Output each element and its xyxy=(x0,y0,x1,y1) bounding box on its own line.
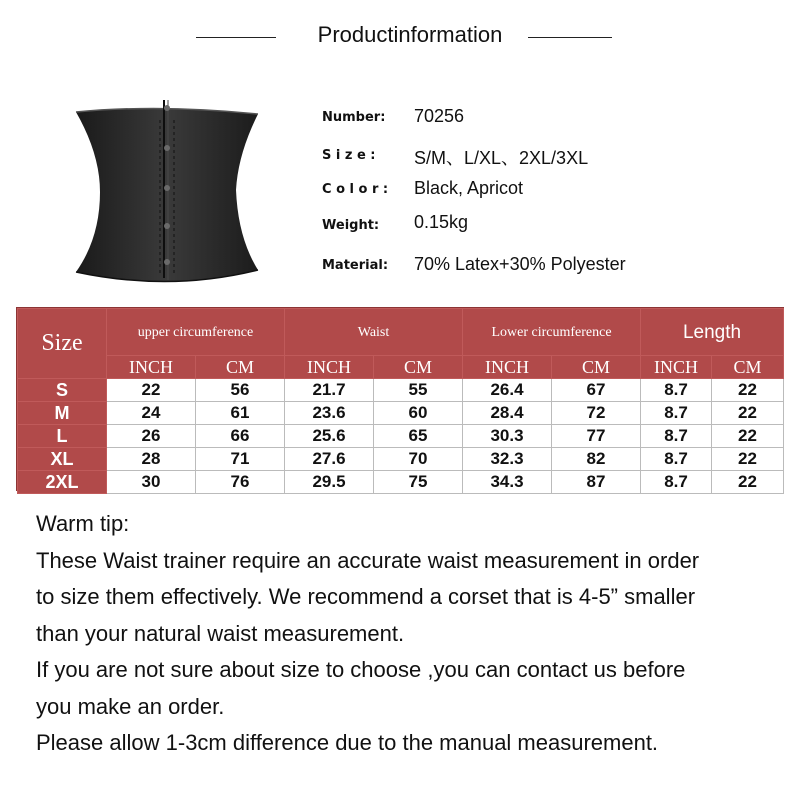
table-cell: 22 xyxy=(712,379,784,402)
table-cell: 22 xyxy=(712,425,784,448)
size-label: S xyxy=(18,379,107,402)
table-cell: 28.4 xyxy=(463,402,552,425)
table-cell: 55 xyxy=(374,379,463,402)
table-row xyxy=(18,448,784,471)
table-cell: 77 xyxy=(552,425,641,448)
table-cell: 60 xyxy=(374,402,463,425)
unit-header: INCH xyxy=(107,356,196,379)
table-cell: 30 xyxy=(107,471,196,494)
spec-label: S i z e : xyxy=(322,148,376,163)
table-cell: 76 xyxy=(196,471,285,494)
spec-value: 70256 xyxy=(414,106,465,126)
tip-line: than your natural waist measurement. xyxy=(36,620,405,646)
size-label: XL xyxy=(18,448,107,471)
table-cell: 66 xyxy=(196,425,285,448)
table-cell: 22 xyxy=(107,379,196,402)
size-label: M xyxy=(18,402,107,425)
table-row xyxy=(18,471,784,494)
tip-line: Please allow 1-3cm difference due to the manual measurement. xyxy=(36,730,659,755)
spec-label: C o l o r : xyxy=(322,182,389,197)
unit-header: INCH xyxy=(285,356,374,379)
hook-icon xyxy=(164,105,170,111)
spec-label: Weight: xyxy=(322,218,380,233)
size-label: L xyxy=(18,425,107,448)
table-cell: 22 xyxy=(712,471,784,494)
hook-icon xyxy=(164,185,170,191)
table-cell: 27.6 xyxy=(285,448,374,471)
table-cell: 82 xyxy=(552,448,641,471)
table-cell: 70 xyxy=(374,448,463,471)
warm-tip-section xyxy=(36,506,786,762)
table-cell: 29.5 xyxy=(285,471,374,494)
spec-label: Material: xyxy=(322,258,389,273)
hook-icon xyxy=(164,145,170,151)
spec-value: 70% Latex+30% Polyester xyxy=(414,254,626,274)
unit-header: INCH xyxy=(463,356,552,379)
table-row xyxy=(18,402,784,425)
table-cell: 72 xyxy=(552,402,641,425)
spec-label: Number: xyxy=(322,110,386,125)
table-cell: 25.6 xyxy=(285,425,374,448)
spec-value: S/M、L/XL、2XL/3XL xyxy=(414,148,589,168)
table-cell: 22 xyxy=(712,402,784,425)
table-cell: 28 xyxy=(107,448,196,471)
size-label: 2XL xyxy=(18,471,107,494)
table-cell: 56 xyxy=(196,379,285,402)
table-cell: 61 xyxy=(196,402,285,425)
table-cell: 30.3 xyxy=(463,425,552,448)
group-header-length: Length xyxy=(641,309,784,356)
unit-header: CM xyxy=(552,356,641,379)
unit-header: CM xyxy=(712,356,784,379)
group-header-lower: Lower circumference xyxy=(463,309,641,356)
product-image xyxy=(62,98,272,288)
spec-value: Black, Apricot xyxy=(414,178,524,198)
table-row xyxy=(18,379,784,402)
corset-illustration xyxy=(62,98,272,288)
table-cell: 22 xyxy=(712,448,784,471)
header-rule-right xyxy=(528,37,612,38)
tip-heading: Warm tip: xyxy=(36,511,130,536)
table-cell: 8.7 xyxy=(641,448,712,471)
table-cell: 8.7 xyxy=(641,379,712,402)
table-cell: 8.7 xyxy=(641,425,712,448)
group-header-waist: Waist xyxy=(285,309,463,356)
page-header xyxy=(0,18,800,52)
tip-line: If you are not sure about size to choose ,you can contact us before xyxy=(36,657,686,682)
unit-header: INCH xyxy=(641,356,712,379)
size-column-header: Size xyxy=(18,309,107,379)
table-cell: 75 xyxy=(374,471,463,494)
table-cell: 34.3 xyxy=(463,471,552,494)
size-chart xyxy=(16,307,784,491)
page-title: Productinformation xyxy=(317,22,503,47)
tip-line: These Waist trainer require an accurate waist measurement in order xyxy=(36,547,700,573)
table-cell: 26.4 xyxy=(463,379,552,402)
table-cell: 21.7 xyxy=(285,379,374,402)
table-cell: 65 xyxy=(374,425,463,448)
table-cell: 67 xyxy=(552,379,641,402)
size-chart-table xyxy=(17,308,784,494)
table-cell: 26 xyxy=(107,425,196,448)
table-cell: 87 xyxy=(552,471,641,494)
table-cell: 8.7 xyxy=(641,402,712,425)
hook-icon xyxy=(164,223,170,229)
unit-header: CM xyxy=(196,356,285,379)
spec-value: 0.15kg xyxy=(414,212,469,232)
table-row xyxy=(18,425,784,448)
table-cell: 23.6 xyxy=(285,402,374,425)
table-cell: 32.3 xyxy=(463,448,552,471)
table-cell: 71 xyxy=(196,448,285,471)
table-cell: 8.7 xyxy=(641,471,712,494)
hook-icon xyxy=(164,259,170,265)
group-header-upper: upper circumference xyxy=(107,309,285,356)
unit-header: CM xyxy=(374,356,463,379)
tip-line: to size them effectively. We recommend a corset that is 4-5” smaller xyxy=(36,584,696,609)
table-cell: 24 xyxy=(107,402,196,425)
tip-line: you make an order. xyxy=(36,693,225,719)
